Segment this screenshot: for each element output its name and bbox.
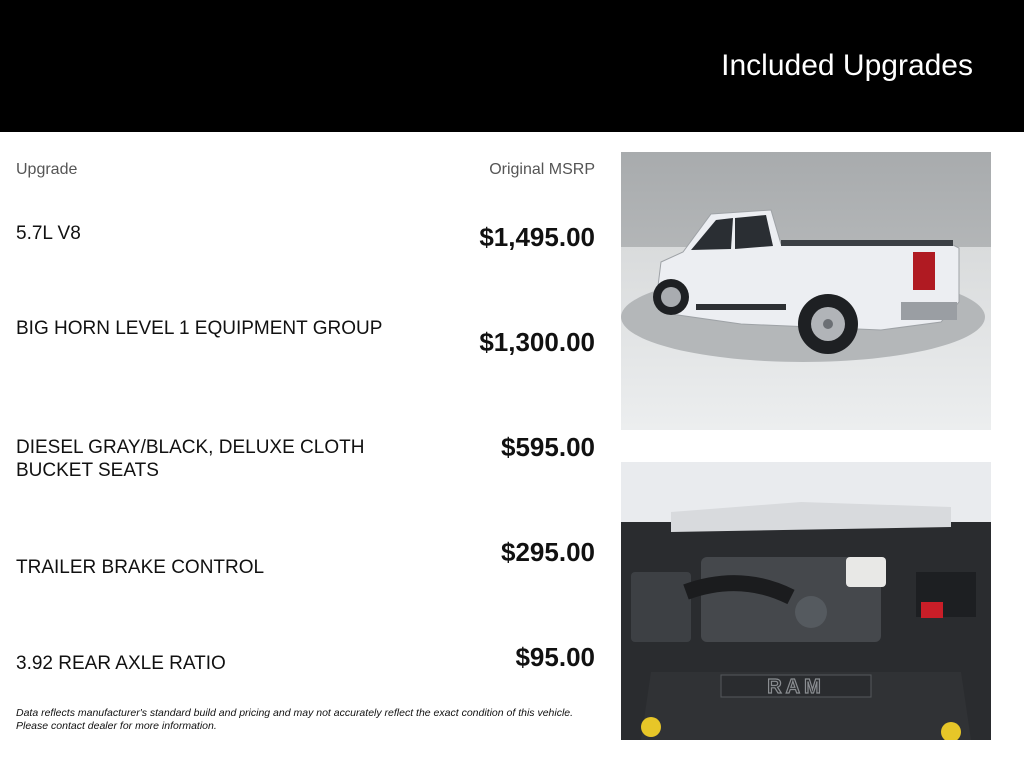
upgrade-name: 5.7L V8 [16, 223, 81, 244]
truck-image [621, 152, 991, 430]
upgrade-name: TRAILER BRAKE CONTROL [16, 557, 265, 578]
upgrade-price: $1,300.00 [479, 327, 595, 357]
upgrade-name: BIG HORN LEVEL 1 EQUIPMENT GROUP [16, 318, 383, 339]
upgrade-name: DIESEL GRAY/BLACK, DELUXE CLOTH BUCKET SEATS [16, 437, 365, 481]
upgrade-price: $1,495.00 [479, 222, 595, 252]
truck-photo [621, 152, 991, 430]
page-title: Included Upgrades [721, 49, 973, 82]
engine-image [621, 462, 991, 740]
column-header-msrp: Original MSRP [489, 161, 595, 178]
upgrade-price: $595.00 [501, 432, 595, 462]
header-banner [0, 0, 1024, 132]
upgrade-name: 3.92 REAR AXLE RATIO [16, 653, 226, 674]
disclaimer-text: Data reflects manufacturer's standard build and pricing and may not accurately reflect the exact condition of this vehicle. Please contact dealer for more information. [16, 707, 574, 732]
upgrade-price: $295.00 [501, 537, 595, 567]
ram-badge: RAM [767, 676, 825, 698]
engine-photo [621, 462, 991, 740]
upgrade-price: $95.00 [515, 642, 595, 672]
column-header-upgrade: Upgrade [16, 161, 78, 178]
